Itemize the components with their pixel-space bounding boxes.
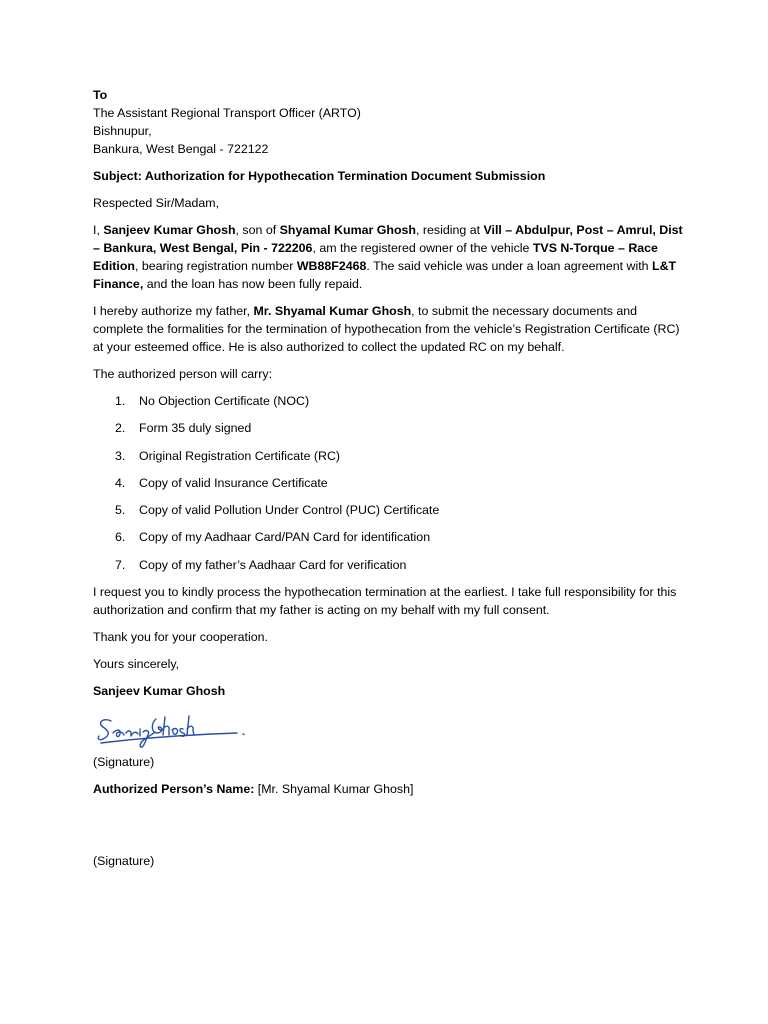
financer-name: L&T Finance, xyxy=(93,259,677,291)
paragraph-owner-details: I, Sanjeev Kumar Ghosh, son of Shyamal Kumar Ghosh, residing at Vill – Abdulpur, Post – Amrul, Dist – Bankura, West Bengal, Pin - 722206, am the registered owner of the vehicle TVS N-Torque – Race Edition, bearing registration number WB88F2468. The said vehicle was under a loan agreement with L&T Finance, and the loan has now been fully repaid. xyxy=(93,223,683,291)
signature-caption-authorized: (Signature) xyxy=(93,854,155,869)
list-item: 6. Copy of my Aadhaar Card/PAN Card for identification xyxy=(115,530,431,545)
authorized-father-name: Mr. Shyamal Kumar Ghosh xyxy=(253,304,412,318)
list-item: 1. No Objection Certificate (NOC) xyxy=(115,394,310,408)
letter-page xyxy=(93,86,683,879)
recipient-district: Bankura, West Bengal - 722122 xyxy=(93,142,269,156)
owner-name: Sanjeev Kumar Ghosh xyxy=(103,223,236,237)
owner-address: Vill – Abdulpur, Post – Amrul, Dist – Bankura, West Bengal, Pin - 722206 xyxy=(93,223,683,255)
paragraph-request: I request you to kindly process the hypothecation termination at the earliest. I take full responsibility for this authorization and confirm that my father is acting on my behalf with my full consent. xyxy=(93,585,677,618)
signature-space xyxy=(93,807,683,852)
list-item: 7. Copy of my father’s Aadhaar Card for verification xyxy=(115,557,407,572)
salutation: Respected Sir/Madam, xyxy=(93,196,220,210)
carry-intro: The authorized person will carry: xyxy=(93,367,273,381)
recipient-office: The Assistant Regional Transport Officer (ARTO) xyxy=(93,106,361,120)
thanks-line: Thank you for your cooperation. xyxy=(93,630,268,645)
authorized-person-value: [Mr. Shyamal Kumar Ghosh] xyxy=(254,782,414,797)
signature-image xyxy=(93,705,273,753)
registration-number: WB88F2468 xyxy=(296,259,367,273)
father-name: Shyamal Kumar Ghosh xyxy=(279,223,416,237)
document-list xyxy=(93,392,683,574)
list-item: 5. Copy of valid Pollution Under Control (PUC) Certificate xyxy=(115,503,440,518)
signatory-name: Sanjeev Kumar Ghosh xyxy=(93,684,226,699)
handwritten-signature xyxy=(93,705,273,753)
signature-caption-owner: (Signature) xyxy=(93,755,155,770)
authorized-person-line xyxy=(93,780,683,798)
subject-line: Subject: Authorization for Hypothecation Termination Document Submission xyxy=(93,169,546,183)
recipient-block xyxy=(93,86,683,158)
authorized-person-label: Authorized Person’s Name: xyxy=(93,782,255,797)
list-item: 3. Original Registration Certificate (RC) xyxy=(115,448,341,463)
list-item: 2. Form 35 duly signed xyxy=(115,421,252,436)
to-label: To xyxy=(93,88,108,102)
vehicle-model: TVS N-Torque – Race Edition xyxy=(93,241,658,273)
list-item: 4. Copy of valid Insurance Certificate xyxy=(115,475,328,490)
paragraph-authorization: I hereby authorize my father, Mr. Shyamal Kumar Ghosh, to submit the necessary documents and complete the formalities for the termination of hypothecation from the vehicle’s Registration Certificate (RC) at your esteemed office. He is also authorized to collect the updated RC on my behalf. xyxy=(93,304,680,354)
recipient-town: Bishnupur, xyxy=(93,124,152,138)
closing-line: Yours sincerely, xyxy=(93,657,180,672)
